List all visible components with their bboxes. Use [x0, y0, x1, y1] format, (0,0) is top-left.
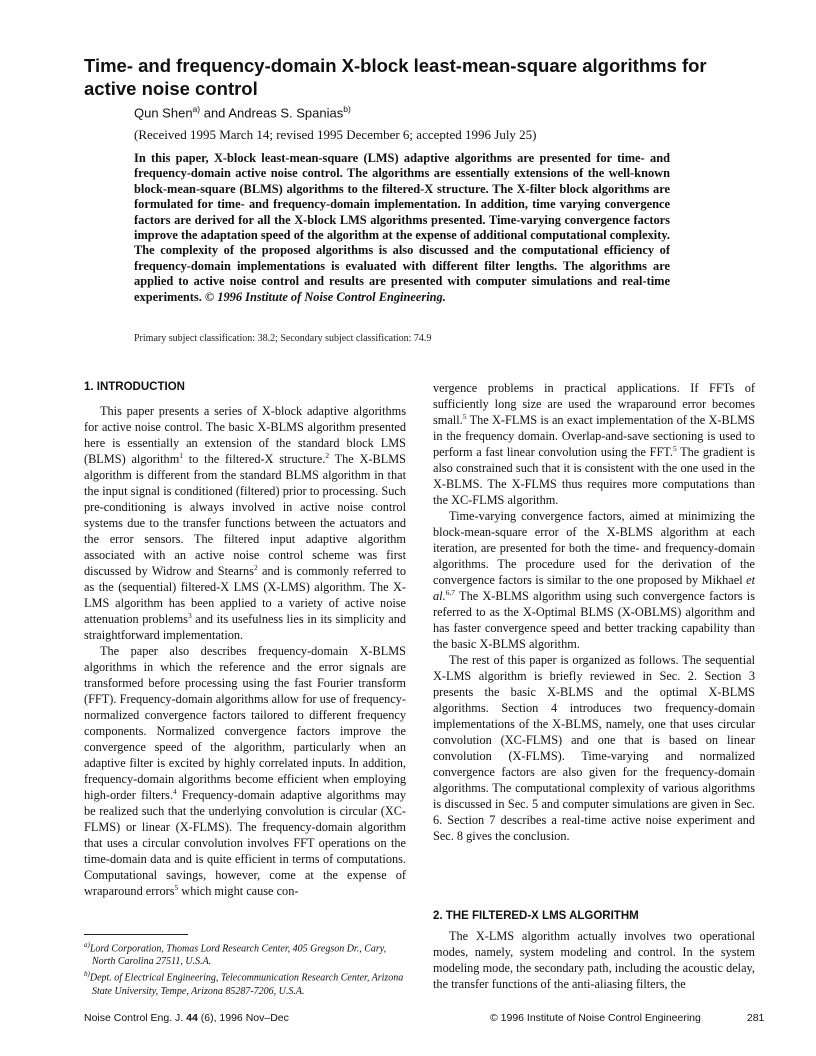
author-line: [134, 104, 351, 120]
reference-mark: 5: [462, 411, 467, 421]
footnote: [84, 968, 406, 997]
section-heading: 2. THE FILTERED-X LMS ALGORITHM: [433, 910, 639, 922]
reference-mark: 5: [174, 882, 179, 892]
footnote-divider: [84, 934, 188, 935]
page-number: 281: [746, 1012, 765, 1024]
journal-volume: 44: [186, 1012, 198, 1024]
reference-mark: 2: [325, 450, 330, 460]
footnotes: [84, 939, 406, 998]
affiliation-mark: a): [192, 104, 201, 114]
paragraph: The X-LMS algorithm actually involves two operational modes, namely, system modeling and control. In the system modeling mode, the secondary path, including the acoustic delay, the transfer functions of the anti-aliasing filters, the: [433, 929, 755, 991]
paragraph-text: The gradient is also constrained such that it is consistent with the one used in the X-BLMS. The X-FLMS thus requires more computations than the XC-FLMS algorithm.: [433, 445, 755, 507]
right-column: [433, 380, 755, 844]
footnote: [84, 939, 406, 968]
reference-mark: 5: [672, 443, 677, 453]
paragraph-text: Frequency-domain adaptive algorithms may be realized such that the underlying convolution is circular (XC-FLMS) or linear (X-FLMS). The frequency-domain algorithm that uses a circular convolution involves FFT operations on the time-domain data and is quite efficient in terms of computations. Computational savings, however, come at the expense of wraparound errors: [84, 788, 406, 898]
citation-etal: et al.: [433, 573, 755, 603]
paragraph-text: This paper presents a series of X-block adaptive algorithms for active noise control. The basic X-BLMS algorithm presented here is essentially an extension of the standard block LMS (BLMS) algorithm: [84, 404, 406, 466]
paragraph: [84, 643, 406, 899]
author-conjunction: and: [200, 105, 229, 121]
paragraph-text: The X-BLMS algorithm using such convergence factors is referred to as the X-Optimal BLMS (X-OBLMS) algorithm and has faster convergence speed and better tracking capability than the basic X-BLMS algorithm.: [433, 589, 755, 651]
received-dates: (Received 1995 March 14; revised 1995 December 6; accepted 1996 July 25): [134, 127, 537, 142]
reference-mark: 1: [179, 450, 184, 460]
paragraph: [433, 380, 755, 508]
paragraph-text: Time-varying convergence factors, aimed at minimizing the block-mean-square error of the X-BLMS algorithm at each iteration, are presented for both the time- and frequency-domain algorithms. The procedure used for the derivation of the convergence factors is similar to the one proposed by Mikhael: [433, 509, 755, 587]
section2-body: [433, 928, 755, 992]
footer-copyright: © 1996 Institute of Noise Control Engineering: [490, 1012, 701, 1024]
abstract-copyright: © 1996 Institute of Noise Control Engineering.: [204, 289, 446, 304]
footnote-text: Dept. of Electrical Engineering, Telecommunication Research Center, Arizona State University, Tempe, Arizona 85287-7206, U.S.A.: [89, 972, 404, 997]
footnote-mark: a): [84, 941, 90, 949]
reference-mark: 2: [253, 562, 258, 572]
paragraph: [433, 508, 755, 652]
paragraph-text: The X-BLMS algorithm is different from the standard BLMS algorithm in that the input signal is conditioned (filtered) prior to processing. Such pre-conditioning is always involved in active noise control systems due to the transfer functions between the actuators and the error sensors. The filtered input adaptive algorithm associated with an active noise control scheme was first discussed by Widrow and Stearns: [84, 452, 406, 578]
paragraph-text: The X-FLMS is an exact implementation of the X-BLMS in the frequency domain. Overlap-and-save sectioning is used to perform a fast linear convolution using the FFT.: [433, 413, 755, 459]
paragraph-text: vergence problems in practical applications. If FFTs of sufficiently long size are used the wraparound error becomes small.: [433, 381, 755, 427]
paragraph-text: which might cause con-: [178, 884, 299, 898]
author-name: Qun Shen: [134, 105, 193, 121]
paragraph: [84, 403, 406, 643]
paragraph-text: to the filtered-X structure.: [183, 452, 326, 466]
affiliation-mark: b): [343, 104, 351, 114]
footnote-text: Lord Corporation, Thomas Lord Research Center, 405 Gregson Dr., Cary, North Carolina 27511, U.S.A.: [89, 943, 387, 968]
subject-classification: Primary subject classification: 38.2; Secondary subject classification: 74.9: [134, 333, 432, 344]
reference-mark: 6,7: [445, 587, 456, 597]
journal-name: Noise Control Eng. J.: [84, 1012, 187, 1024]
paragraph-text: and is commonly referred to as the (sequential) filtered-X LMS (X-LMS) algorithm. The X-LMS algorithm has been applied to a variety of active noise attenuation problems: [84, 564, 406, 626]
footer-right: [490, 1012, 764, 1024]
footnote-mark: b): [84, 970, 90, 979]
author-name: Andreas S. Spanias: [228, 105, 344, 121]
left-column: [84, 379, 406, 899]
reference-mark: 3: [187, 610, 192, 620]
paragraph-text: The paper also describes frequency-domain X-BLMS algorithms in which the reference and the error signals are transformed before processing using the fast Fourier transform (FFT). Frequency-domain algorithms allow for use of frequency-normalized convergence factors tailored to different frequency components. Normalized convergence factors improve the convergence speed of the algorithm, particularly when an adaptive filter is excited by highly correlated inputs. In addition, frequency-domain algorithms become efficient when employing high-order filters.: [84, 644, 406, 802]
abstract-text: In this paper, X-block least-mean-square (LMS) adaptive algorithms are presented for time- and frequency-domain active noise control. The algorithms are essentially extensions of the well-known block-mean-square (BLMS) algorithms to the filtered-X structure. The X-filter block algorithms are formulated for time- and frequency-domain implementation. In addition, time varying convergence factors are derived for all the X-block LMS algorithms presented. Time-varying convergence factors improve the adaptation speed of the algorithm at the expense of additional computational complexity. The complexity of the proposed algorithms is also discussed and the computational efficiency of frequency-domain implementations is evaluated with different filter lengths. The algorithms are applied to active noise control and results are presented with computer simulations and real-time experiments.: [134, 151, 670, 304]
paragraph-text: and its usefulness lies in its simplicity and straightforward implementation.: [84, 612, 406, 642]
abstract: [134, 151, 670, 305]
reference-mark: 4: [172, 786, 177, 796]
journal-issue: (6), 1996 Nov–Dec: [197, 1012, 289, 1024]
journal-citation: [84, 1012, 289, 1024]
section-heading: 1. INTRODUCTION: [84, 381, 185, 393]
paragraph: The rest of this paper is organized as follows. The sequential X-LMS algorithm is briefly reviewed in Sec. 2. Section 3 presents the basic X-BLMS and the optimal X-BLMS algorithms. Section 4 introduces two frequency-domain implementations of the X-BLMS, namely, one that uses circular convolution (XC-FLMS) and one that is based on linear convolution (X-FLMS). Time-varying and normalized convergence factors are also given for the frequency-domain algorithms. The computational complexity of various algorithms is discussed in Sec. 5 and computer simulations are given in Sec. 6. Section 7 describes a real-time active noise experiment and Sec. 8 gives the conclusion.: [433, 653, 755, 843]
article-title: Time- and frequency-domain X-block least-mean-square algorithms for active noise control: [84, 55, 707, 99]
